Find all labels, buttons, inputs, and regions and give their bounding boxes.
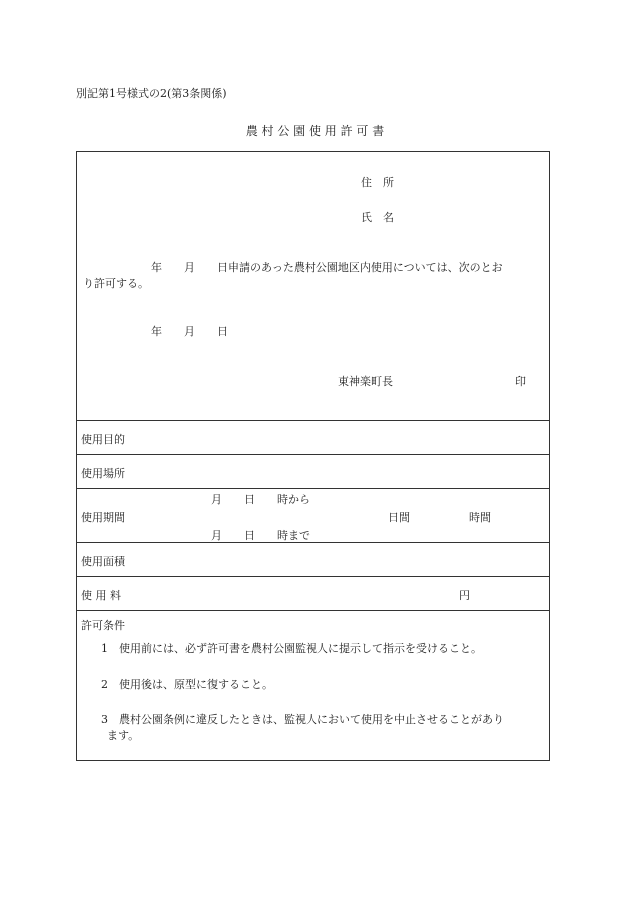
usage-area-label: 使用面積 [81, 555, 125, 568]
conditions-heading: 許可条件 [81, 619, 125, 632]
seal-mark: 印 [515, 375, 526, 388]
period-to: 月 日 時まで [211, 529, 310, 542]
name-label: 氏 名 [361, 211, 394, 224]
divider [77, 542, 549, 543]
period-from: 月 日 時から [211, 493, 310, 506]
usage-period-label: 使用期間 [81, 511, 125, 524]
condition-item: 3 農村公園条例に違反したときは、監視人において使用を中止させることがあり [101, 713, 504, 726]
condition-item-continued: ます。 [107, 729, 140, 742]
statement-line-1: 年 月 日申請のあった農村公園地区内使用については、次のとお [151, 261, 503, 274]
period-days: 日間 [388, 511, 410, 524]
divider [77, 454, 549, 455]
permit-form [76, 151, 550, 761]
form-reference: 別記第1号様式の2(第3条関係) [76, 87, 227, 100]
divider [77, 420, 549, 421]
condition-item: 1 使用前には、必ず許可書を農村公園監視人に提示して指示を受けること。 [101, 642, 482, 655]
divider [77, 610, 549, 611]
usage-purpose-label: 使用目的 [81, 433, 125, 446]
condition-item: 2 使用後は、原型に復すること。 [101, 678, 273, 691]
issue-date: 年 月 日 [151, 325, 228, 338]
fee-unit: 円 [459, 589, 470, 602]
address-label: 住 所 [361, 176, 394, 189]
usage-place-label: 使用場所 [81, 467, 125, 480]
usage-fee-label: 使 用 料 [81, 589, 121, 602]
period-hours: 時間 [469, 511, 491, 524]
divider [77, 488, 549, 489]
statement-line-2: り許可する。 [83, 277, 149, 290]
document-title: 農 村 公 園 使 用 許 可 書 [245, 124, 385, 138]
divider [77, 576, 549, 577]
issuer-title: 東神楽町長 [338, 375, 393, 388]
